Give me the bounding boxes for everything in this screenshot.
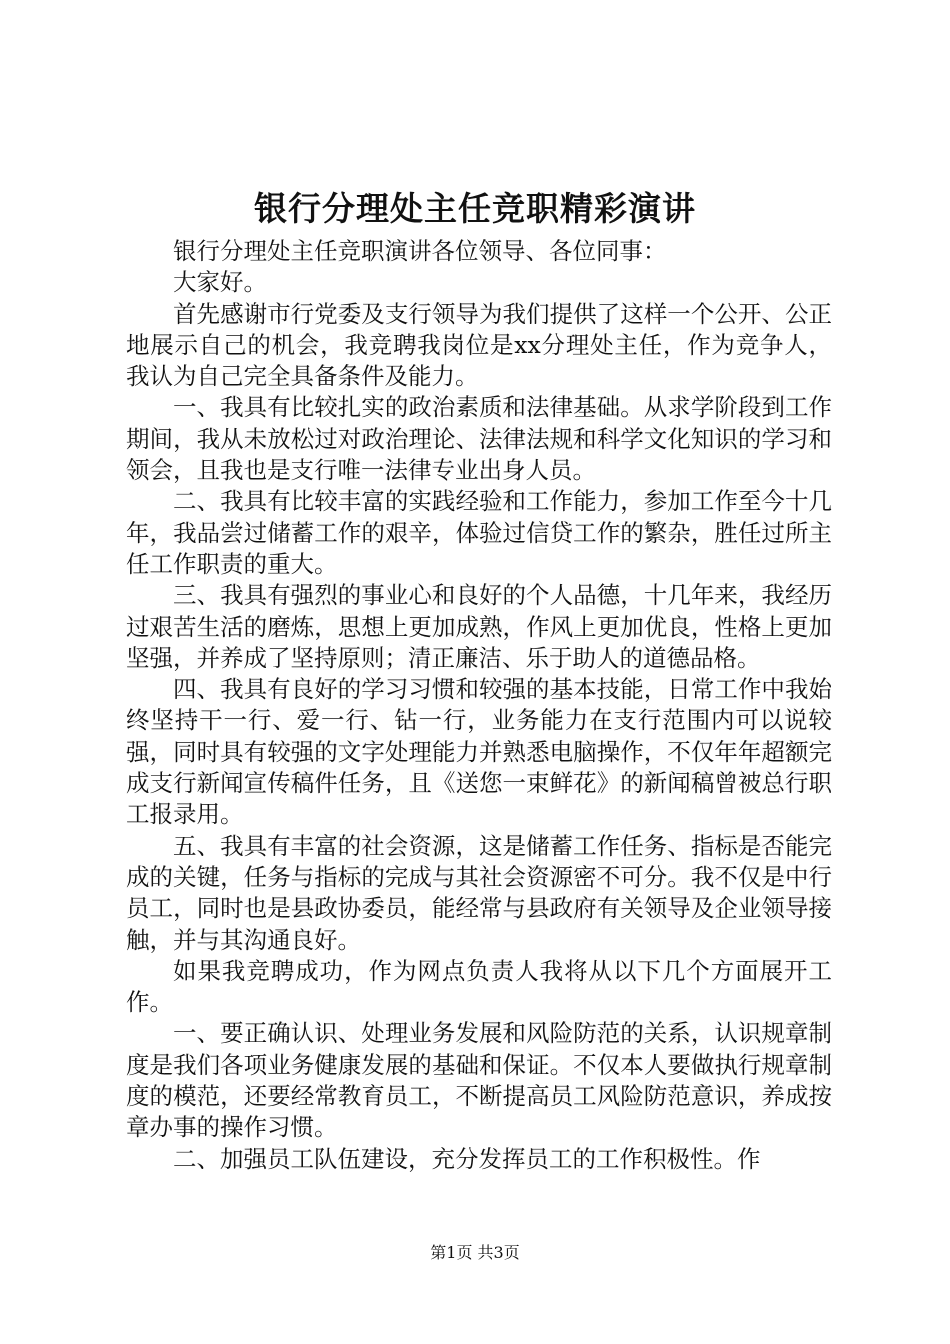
- paragraph-plan-intro: 如果我竞聘成功，作为网点负责人我将从以下几个方面展开工作。: [126, 956, 832, 1017]
- paragraph-point-3: 三、我具有强烈的事业心和良好的个人品德，十几年来，我经历过艰苦生活的磨炼，思想上更加成熟，作风上更加优良，性格上更加坚强，并养成了坚持原则；清正廉洁、乐于助人的道德品格。: [126, 581, 832, 672]
- document-body: [126, 236, 832, 1175]
- paragraph-point-1: 一、我具有比较扎实的政治素质和法律基础。从求学阶段到工作期间，我从未放松过对政治理论、法律法规和科学文化知识的学习和领会，且我也是支行唯一法律专业出身人员。: [126, 393, 832, 485]
- document-title: 银行分理处主任竞职精彩演讲: [254, 189, 696, 228]
- paragraph-point-5: 五、我具有丰富的社会资源，这是储蓄工作任务、指标是否能完成的关键，任务与指标的完成与其社会资源密不可分。我不仅是中行员工，同时也是县政协委员，能经常与县政府有关领导及企业领导接触，并与其沟通良好。: [126, 831, 832, 954]
- paragraph-plan-2: 二、加强员工队伍建设，充分发挥员工的工作积极性。作: [173, 1144, 761, 1173]
- paragraph-intro: 首先感谢市行党委及支行领导为我们提供了这样一个公开、公正地展示自己的机会，我竞聘我岗位是xx分理处主任，作为竞争人，我认为自己完全具备条件及能力。: [126, 299, 832, 391]
- paragraph-greeting: 银行分理处主任竞职演讲各位领导、各位同事：: [173, 237, 667, 265]
- paragraph-plan-1: 一、要正确认识、处理业务发展和风险防范的关系，认识规章制度是我们各项业务健康发展的基础和保证。不仅本人要做执行规章制度的模范，还要经常教育员工，不断提高员工风险防范意识，养成按章办事的操作习惯。: [126, 1019, 832, 1142]
- paragraph-point-2: 二、我具有比较丰富的实践经验和工作能力，参加工作至今十几年，我品尝过储蓄工作的艰辛，体验过信贷工作的繁杂，胜任过所主任工作职责的重大。: [126, 487, 832, 578]
- paragraph-point-4: 四、我具有良好的学习习惯和较强的基本技能，日常工作中我始终坚持干一行、爱一行、钻一行，业务能力在支行范围内可以说较强，同时具有较强的文字处理能力并熟悉电脑操作，不仅年年超额完成支行新闻宣传稿件任务，且《送您一束鲜花》的新闻稿曾被总行职工报录用。: [126, 675, 832, 829]
- page-number-footer: 第1页 共3页: [430, 1243, 520, 1262]
- paragraph-hello: 大家好。: [173, 268, 267, 297]
